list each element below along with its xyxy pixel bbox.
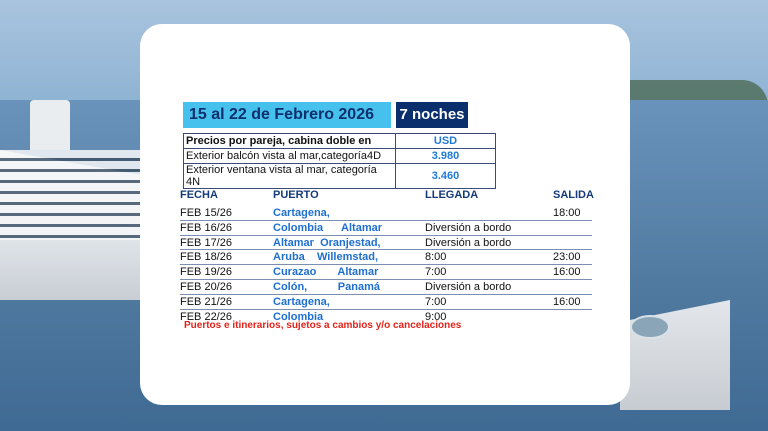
cabin-price: 3.980	[396, 149, 496, 164]
row-port: Altamar Oranjestad,	[273, 236, 381, 249]
price-header-row	[184, 134, 496, 149]
row-arrival: 7:00	[425, 295, 447, 308]
header-port: PUERTO	[273, 189, 319, 201]
row-departure: 16:00	[553, 295, 581, 308]
row-port: Aruba Willemstad,	[273, 251, 379, 264]
itinerary-row	[180, 236, 592, 251]
row-departure: 18:00	[553, 207, 581, 219]
row-port: Colón, Panamá	[273, 280, 380, 293]
itinerary-row	[180, 265, 592, 280]
itinerary-row	[180, 280, 592, 295]
header-arrival: LLEGADA	[425, 189, 479, 201]
row-arrival: 8:00	[425, 251, 447, 264]
row-port: Cartagena,	[273, 295, 330, 308]
row-arrival: Diversión a bordo	[425, 236, 512, 249]
row-port: Colombia Altamar	[273, 221, 383, 234]
cabin-label: Exterior balcón vista al mar,categoría4D	[184, 149, 396, 164]
nights-badge: 7 noches	[396, 102, 468, 128]
price-table	[183, 133, 496, 189]
price-row	[184, 164, 496, 189]
row-arrival: Diversión a bordo	[425, 280, 512, 293]
cruise-ship-decks	[0, 150, 150, 240]
itinerary-table	[180, 188, 592, 324]
row-port: Curazao Altamar	[273, 266, 379, 279]
disclaimer-note: Puertos e itinerarios, sujetos a cambios y/o cancelaciones	[184, 320, 462, 331]
row-departure: 23:00	[553, 251, 581, 264]
row-port: Cartagena,	[273, 207, 330, 219]
date-range-title: 15 al 22 de Febrero 2026	[183, 102, 391, 128]
ship-tower	[30, 100, 70, 150]
row-date: FEB 21/26	[180, 295, 232, 308]
cabin-price: 3.460	[396, 164, 496, 189]
itinerary-row	[180, 221, 592, 236]
price-header-label: Precios por pareja, cabina doble en	[184, 134, 396, 149]
row-date: FEB 18/26	[180, 251, 232, 264]
itinerary-row	[180, 250, 592, 265]
row-departure: 16:00	[553, 266, 581, 279]
itinerary-row	[180, 206, 592, 221]
row-arrival: 7:00	[425, 266, 447, 279]
price-row	[184, 149, 496, 164]
row-date: FEB 15/26	[180, 207, 232, 219]
header-departure: SALIDA	[553, 189, 594, 201]
price-currency: USD	[396, 134, 496, 149]
row-arrival: 9:00	[425, 310, 447, 323]
itinerary-row	[180, 295, 592, 310]
row-date: FEB 19/26	[180, 266, 232, 279]
row-date: FEB 20/26	[180, 280, 232, 293]
row-port: Colombia	[273, 310, 324, 323]
header-date: FECHA	[180, 189, 218, 201]
helipad-icon	[630, 315, 670, 339]
row-date: FEB 16/26	[180, 221, 232, 234]
itinerary-header-row	[180, 188, 592, 206]
row-date: FEB 17/26	[180, 236, 232, 249]
row-date: FEB 22/26	[180, 310, 232, 323]
row-arrival: Diversión a bordo	[425, 221, 512, 234]
cabin-label: Exterior ventana vista al mar, categoría 4N	[184, 164, 396, 189]
